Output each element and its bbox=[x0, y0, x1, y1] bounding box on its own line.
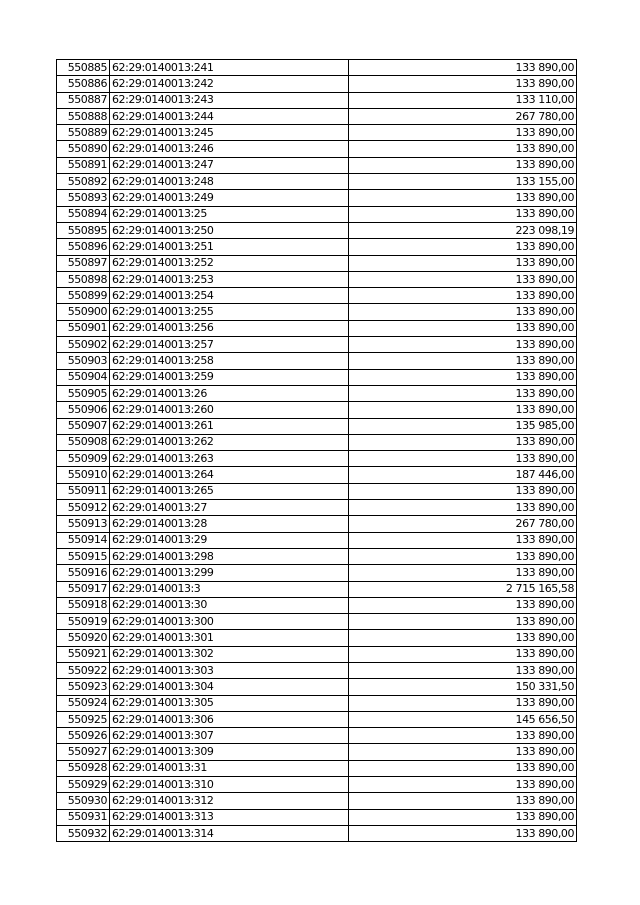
table-row bbox=[57, 141, 577, 157]
table-row bbox=[57, 630, 577, 646]
table-row bbox=[57, 679, 577, 695]
cadastral-value-cell: 150 331,50 bbox=[349, 679, 577, 695]
cadastral-number-cell: 62:29:0140013:307 bbox=[110, 728, 349, 744]
cadastral-number-cell: 62:29:0140013:31 bbox=[110, 760, 349, 776]
cadastral-number-cell: 62:29:0140013:299 bbox=[110, 565, 349, 581]
row-number-cell: 550888 bbox=[57, 108, 110, 124]
row-number-cell: 550911 bbox=[57, 483, 110, 499]
table-row bbox=[57, 369, 577, 385]
cadastral-number-cell: 62:29:0140013:263 bbox=[110, 451, 349, 467]
cadastral-value-cell: 133 890,00 bbox=[349, 793, 577, 809]
row-number-cell: 550918 bbox=[57, 597, 110, 613]
cadastral-value-cell: 133 890,00 bbox=[349, 728, 577, 744]
table-row bbox=[57, 646, 577, 662]
table-row bbox=[57, 614, 577, 630]
table-row bbox=[57, 353, 577, 369]
cadastral-number-cell: 62:29:0140013:27 bbox=[110, 500, 349, 516]
row-number-cell: 550894 bbox=[57, 206, 110, 222]
table-row bbox=[57, 565, 577, 581]
cadastral-number-cell: 62:29:0140013:251 bbox=[110, 239, 349, 255]
table-row bbox=[57, 92, 577, 108]
cadastral-value-cell: 133 890,00 bbox=[349, 825, 577, 841]
row-number-cell: 550887 bbox=[57, 92, 110, 108]
cadastral-number-cell: 62:29:0140013:258 bbox=[110, 353, 349, 369]
cadastral-number-cell: 62:29:0140013:248 bbox=[110, 174, 349, 190]
row-number-cell: 550920 bbox=[57, 630, 110, 646]
cadastral-number-cell: 62:29:0140013:260 bbox=[110, 402, 349, 418]
row-number-cell: 550890 bbox=[57, 141, 110, 157]
table-row bbox=[57, 402, 577, 418]
row-number-cell: 550891 bbox=[57, 157, 110, 173]
cadastral-value-cell: 133 890,00 bbox=[349, 597, 577, 613]
table-row bbox=[57, 744, 577, 760]
table-row bbox=[57, 467, 577, 483]
cadastral-value-cell: 133 890,00 bbox=[349, 385, 577, 401]
row-number-cell: 550901 bbox=[57, 320, 110, 336]
row-number-cell: 550896 bbox=[57, 239, 110, 255]
row-number-cell: 550915 bbox=[57, 548, 110, 564]
row-number-cell: 550898 bbox=[57, 271, 110, 287]
cadastral-value-cell: 133 890,00 bbox=[349, 483, 577, 499]
cadastral-value-cell: 133 890,00 bbox=[349, 548, 577, 564]
cadastral-number-cell: 62:29:0140013:254 bbox=[110, 288, 349, 304]
cadastral-value-cell: 2 715 165,58 bbox=[349, 581, 577, 597]
cadastral-value-cell: 133 890,00 bbox=[349, 646, 577, 662]
row-number-cell: 550903 bbox=[57, 353, 110, 369]
table-row bbox=[57, 190, 577, 206]
row-number-cell: 550925 bbox=[57, 711, 110, 727]
cadastral-value-cell: 135 985,00 bbox=[349, 418, 577, 434]
cadastral-value-cell: 133 890,00 bbox=[349, 157, 577, 173]
row-number-cell: 550919 bbox=[57, 614, 110, 630]
row-number-cell: 550924 bbox=[57, 695, 110, 711]
cadastral-number-cell: 62:29:0140013:304 bbox=[110, 679, 349, 695]
table-row bbox=[57, 271, 577, 287]
cadastral-value-cell: 133 890,00 bbox=[349, 337, 577, 353]
cadastral-number-cell: 62:29:0140013:3 bbox=[110, 581, 349, 597]
row-number-cell: 550909 bbox=[57, 451, 110, 467]
row-number-cell: 550893 bbox=[57, 190, 110, 206]
table-row bbox=[57, 516, 577, 532]
row-number-cell: 550913 bbox=[57, 516, 110, 532]
row-number-cell: 550892 bbox=[57, 174, 110, 190]
table-row bbox=[57, 337, 577, 353]
row-number-cell: 550928 bbox=[57, 760, 110, 776]
cadastral-value-cell: 133 890,00 bbox=[349, 255, 577, 271]
cadastral-value-cell: 133 890,00 bbox=[349, 288, 577, 304]
cadastral-number-cell: 62:29:0140013:243 bbox=[110, 92, 349, 108]
cadastral-value-cell: 133 890,00 bbox=[349, 777, 577, 793]
table-row bbox=[57, 174, 577, 190]
cadastral-value-cell: 145 656,50 bbox=[349, 711, 577, 727]
cadastral-value-cell: 133 890,00 bbox=[349, 239, 577, 255]
cadastral-value-cell: 133 890,00 bbox=[349, 614, 577, 630]
table-row bbox=[57, 125, 577, 141]
row-number-cell: 550908 bbox=[57, 434, 110, 450]
cadastral-number-cell: 62:29:0140013:256 bbox=[110, 320, 349, 336]
table-row bbox=[57, 206, 577, 222]
table-row bbox=[57, 500, 577, 516]
cadastral-value-cell: 133 890,00 bbox=[349, 320, 577, 336]
cadastral-number-cell: 62:29:0140013:265 bbox=[110, 483, 349, 499]
table-row bbox=[57, 239, 577, 255]
cadastral-number-cell: 62:29:0140013:26 bbox=[110, 385, 349, 401]
cadastral-number-cell: 62:29:0140013:262 bbox=[110, 434, 349, 450]
cadastral-value-cell: 133 110,00 bbox=[349, 92, 577, 108]
cadastral-number-cell: 62:29:0140013:300 bbox=[110, 614, 349, 630]
table-row bbox=[57, 793, 577, 809]
row-number-cell: 550923 bbox=[57, 679, 110, 695]
row-number-cell: 550926 bbox=[57, 728, 110, 744]
cadastral-number-cell: 62:29:0140013:253 bbox=[110, 271, 349, 287]
cadastral-value-cell: 133 890,00 bbox=[349, 190, 577, 206]
cadastral-number-cell: 62:29:0140013:259 bbox=[110, 369, 349, 385]
table-row bbox=[57, 581, 577, 597]
cadastral-value-cell: 133 890,00 bbox=[349, 695, 577, 711]
cadastral-number-cell: 62:29:0140013:247 bbox=[110, 157, 349, 173]
cadastral-number-cell: 62:29:0140013:246 bbox=[110, 141, 349, 157]
table-row bbox=[57, 777, 577, 793]
table-row bbox=[57, 662, 577, 678]
table-row bbox=[57, 418, 577, 434]
cadastral-number-cell: 62:29:0140013:309 bbox=[110, 744, 349, 760]
table-row bbox=[57, 222, 577, 238]
cadastral-number-cell: 62:29:0140013:244 bbox=[110, 108, 349, 124]
row-number-cell: 550932 bbox=[57, 825, 110, 841]
cadastral-value-cell: 133 890,00 bbox=[349, 271, 577, 287]
cadastral-number-cell: 62:29:0140013:264 bbox=[110, 467, 349, 483]
cadastral-number-cell: 62:29:0140013:252 bbox=[110, 255, 349, 271]
row-number-cell: 550886 bbox=[57, 76, 110, 92]
table-row bbox=[57, 76, 577, 92]
cadastral-number-cell: 62:29:0140013:250 bbox=[110, 222, 349, 238]
row-number-cell: 550910 bbox=[57, 467, 110, 483]
table-row bbox=[57, 711, 577, 727]
cadastral-number-cell: 62:29:0140013:310 bbox=[110, 777, 349, 793]
row-number-cell: 550900 bbox=[57, 304, 110, 320]
cadastral-number-cell: 62:29:0140013:301 bbox=[110, 630, 349, 646]
row-number-cell: 550921 bbox=[57, 646, 110, 662]
cadastral-value-cell: 133 890,00 bbox=[349, 662, 577, 678]
cadastral-value-table bbox=[56, 59, 577, 842]
cadastral-value-cell: 133 890,00 bbox=[349, 369, 577, 385]
row-number-cell: 550931 bbox=[57, 809, 110, 825]
cadastral-value-cell: 133 890,00 bbox=[349, 125, 577, 141]
table-row bbox=[57, 451, 577, 467]
cadastral-value-cell: 133 890,00 bbox=[349, 451, 577, 467]
table-row bbox=[57, 60, 577, 76]
cadastral-number-cell: 62:29:0140013:29 bbox=[110, 532, 349, 548]
cadastral-number-cell: 62:29:0140013:313 bbox=[110, 809, 349, 825]
table-row bbox=[57, 108, 577, 124]
table-row bbox=[57, 809, 577, 825]
table-row bbox=[57, 320, 577, 336]
row-number-cell: 550927 bbox=[57, 744, 110, 760]
row-number-cell: 550912 bbox=[57, 500, 110, 516]
cadastral-value-cell: 133 890,00 bbox=[349, 630, 577, 646]
table-row bbox=[57, 548, 577, 564]
cadastral-number-cell: 62:29:0140013:303 bbox=[110, 662, 349, 678]
cadastral-number-cell: 62:29:0140013:245 bbox=[110, 125, 349, 141]
row-number-cell: 550895 bbox=[57, 222, 110, 238]
row-number-cell: 550907 bbox=[57, 418, 110, 434]
table-row bbox=[57, 288, 577, 304]
cadastral-number-cell: 62:29:0140013:242 bbox=[110, 76, 349, 92]
cadastral-number-cell: 62:29:0140013:298 bbox=[110, 548, 349, 564]
table-row bbox=[57, 157, 577, 173]
cadastral-value-cell: 133 890,00 bbox=[349, 532, 577, 548]
table-row bbox=[57, 483, 577, 499]
row-number-cell: 550916 bbox=[57, 565, 110, 581]
cadastral-value-cell: 133 890,00 bbox=[349, 434, 577, 450]
row-number-cell: 550930 bbox=[57, 793, 110, 809]
cadastral-number-cell: 62:29:0140013:25 bbox=[110, 206, 349, 222]
cadastral-value-cell: 133 890,00 bbox=[349, 60, 577, 76]
cadastral-value-cell: 133 155,00 bbox=[349, 174, 577, 190]
table-row bbox=[57, 728, 577, 744]
table-row bbox=[57, 255, 577, 271]
table-row bbox=[57, 825, 577, 841]
row-number-cell: 550906 bbox=[57, 402, 110, 418]
cadastral-number-cell: 62:29:0140013:28 bbox=[110, 516, 349, 532]
row-number-cell: 550922 bbox=[57, 662, 110, 678]
table-row bbox=[57, 695, 577, 711]
cadastral-value-cell: 133 890,00 bbox=[349, 141, 577, 157]
cadastral-value-cell: 133 890,00 bbox=[349, 76, 577, 92]
cadastral-number-cell: 62:29:0140013:241 bbox=[110, 60, 349, 76]
cadastral-number-cell: 62:29:0140013:314 bbox=[110, 825, 349, 841]
row-number-cell: 550904 bbox=[57, 369, 110, 385]
row-number-cell: 550905 bbox=[57, 385, 110, 401]
cadastral-number-cell: 62:29:0140013:255 bbox=[110, 304, 349, 320]
cadastral-value-cell: 133 890,00 bbox=[349, 760, 577, 776]
cadastral-value-cell: 133 890,00 bbox=[349, 809, 577, 825]
cadastral-value-cell: 187 446,00 bbox=[349, 467, 577, 483]
cadastral-number-cell: 62:29:0140013:302 bbox=[110, 646, 349, 662]
row-number-cell: 550897 bbox=[57, 255, 110, 271]
cadastral-value-cell: 133 890,00 bbox=[349, 304, 577, 320]
table-row bbox=[57, 304, 577, 320]
cadastral-number-cell: 62:29:0140013:312 bbox=[110, 793, 349, 809]
cadastral-value-cell: 223 098,19 bbox=[349, 222, 577, 238]
table-row bbox=[57, 597, 577, 613]
row-number-cell: 550902 bbox=[57, 337, 110, 353]
cadastral-value-cell: 133 890,00 bbox=[349, 206, 577, 222]
cadastral-number-cell: 62:29:0140013:305 bbox=[110, 695, 349, 711]
cadastral-number-cell: 62:29:0140013:261 bbox=[110, 418, 349, 434]
table-row bbox=[57, 532, 577, 548]
cadastral-value-cell: 133 890,00 bbox=[349, 744, 577, 760]
cadastral-value-cell: 267 780,00 bbox=[349, 108, 577, 124]
row-number-cell: 550914 bbox=[57, 532, 110, 548]
row-number-cell: 550899 bbox=[57, 288, 110, 304]
cadastral-value-cell: 133 890,00 bbox=[349, 500, 577, 516]
table-row bbox=[57, 385, 577, 401]
row-number-cell: 550929 bbox=[57, 777, 110, 793]
row-number-cell: 550885 bbox=[57, 60, 110, 76]
cadastral-number-cell: 62:29:0140013:306 bbox=[110, 711, 349, 727]
cadastral-number-cell: 62:29:0140013:249 bbox=[110, 190, 349, 206]
cadastral-number-cell: 62:29:0140013:30 bbox=[110, 597, 349, 613]
table-row bbox=[57, 434, 577, 450]
row-number-cell: 550917 bbox=[57, 581, 110, 597]
cadastral-value-cell: 267 780,00 bbox=[349, 516, 577, 532]
cadastral-value-cell: 133 890,00 bbox=[349, 353, 577, 369]
row-number-cell: 550889 bbox=[57, 125, 110, 141]
table-row bbox=[57, 760, 577, 776]
cadastral-value-cell: 133 890,00 bbox=[349, 402, 577, 418]
table-body bbox=[57, 60, 577, 842]
cadastral-value-cell: 133 890,00 bbox=[349, 565, 577, 581]
cadastral-number-cell: 62:29:0140013:257 bbox=[110, 337, 349, 353]
